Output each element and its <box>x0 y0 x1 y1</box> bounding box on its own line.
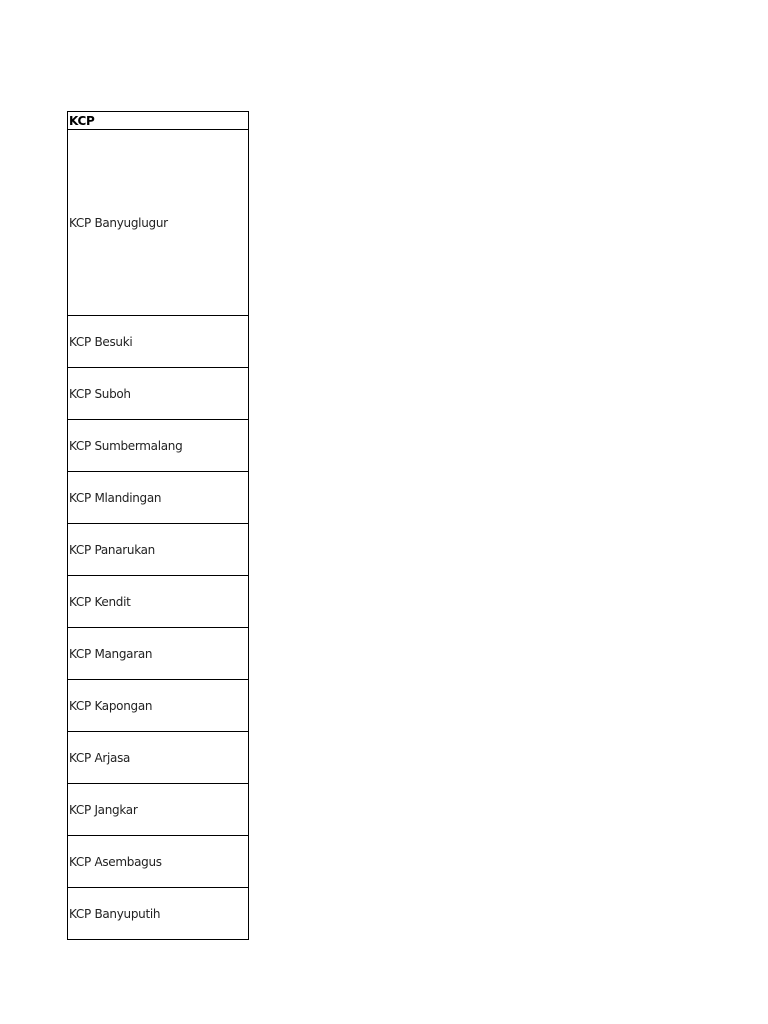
table-cell: KCP Banyuglugur <box>68 130 249 316</box>
table-row <box>68 836 249 888</box>
table-row <box>68 680 249 732</box>
kcp-table <box>67 111 249 940</box>
table-row <box>68 472 249 524</box>
table-row <box>68 524 249 576</box>
table-cell: KCP Panarukan <box>68 524 249 576</box>
table-row <box>68 420 249 472</box>
header-cell-kcp: KCP <box>68 112 249 130</box>
table-cell: KCP Besuki <box>68 316 249 368</box>
table-row <box>68 732 249 784</box>
table-cell: KCP Jangkar <box>68 784 249 836</box>
table-cell: KCP Asembagus <box>68 836 249 888</box>
kcp-table-container <box>67 111 249 921</box>
table-cell: KCP Arjasa <box>68 732 249 784</box>
table-cell: KCP Kapongan <box>68 680 249 732</box>
table-row <box>68 316 249 368</box>
table-row <box>68 368 249 420</box>
table-cell: KCP Suboh <box>68 368 249 420</box>
table-row <box>68 130 249 316</box>
table-cell: KCP Mangaran <box>68 628 249 680</box>
table-header-row <box>68 112 249 130</box>
table-row <box>68 888 249 940</box>
table-cell: KCP Kendit <box>68 576 249 628</box>
table-cell: KCP Mlandingan <box>68 472 249 524</box>
table-cell: KCP Sumbermalang <box>68 420 249 472</box>
table-row <box>68 628 249 680</box>
table-row <box>68 784 249 836</box>
table-row <box>68 576 249 628</box>
table-cell: KCP Banyuputih <box>68 888 249 940</box>
